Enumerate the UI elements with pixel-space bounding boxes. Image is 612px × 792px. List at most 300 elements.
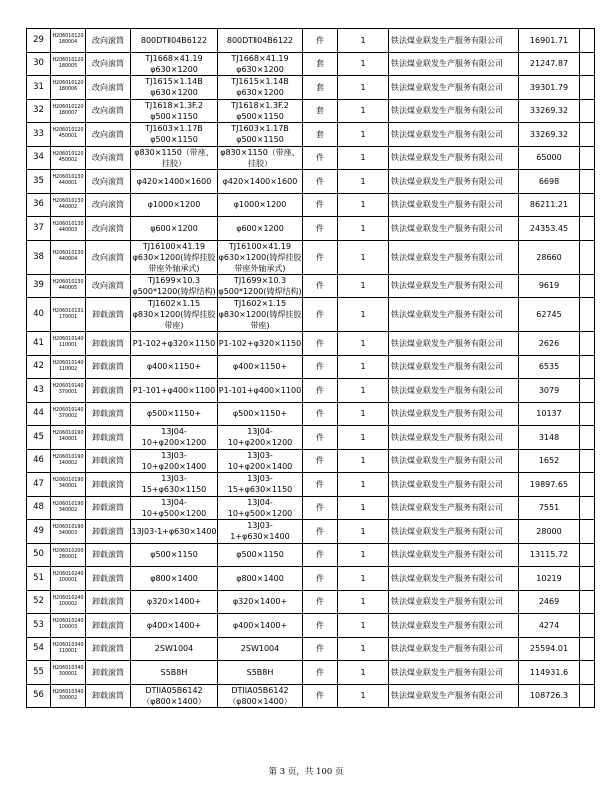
item-name: 改向滚筒 xyxy=(86,170,131,194)
item-name: 改向滚筒 xyxy=(86,217,131,241)
item-quantity: 1 xyxy=(338,355,389,379)
item-model: 2SW1004 xyxy=(218,637,303,661)
item-unit: 件 xyxy=(303,379,338,403)
item-unit: 件 xyxy=(303,496,338,520)
item-model: 13J04-10+φ200×1200 xyxy=(218,426,303,450)
table-row xyxy=(27,520,595,544)
table-row xyxy=(27,298,595,332)
table-row xyxy=(27,146,595,170)
item-model: TJ1668×41.19 φ630×1200 xyxy=(218,52,303,76)
row-number: 40 xyxy=(27,298,51,332)
material-code: H206010240100002 xyxy=(51,590,86,614)
item-unit: 件 xyxy=(303,332,338,356)
row-number: 34 xyxy=(27,146,51,170)
supplier-name: 铁法煤业联发生产服务有限公司 xyxy=(389,567,519,591)
item-amount: 86211.21 xyxy=(519,193,580,217)
item-amount: 108726.3 xyxy=(519,684,580,708)
item-amount: 7551 xyxy=(519,496,580,520)
material-code: H206010190340003 xyxy=(51,520,86,544)
supplier-name: 铁法煤业联发生产服务有限公司 xyxy=(389,379,519,403)
material-code: H206010120180007 xyxy=(51,99,86,123)
item-amount: 13115.72 xyxy=(519,543,580,567)
item-model: 13J03-1+φ630×1400 xyxy=(218,520,303,544)
item-name: 卸载滚筒 xyxy=(86,637,131,661)
item-quantity: 1 xyxy=(338,520,389,544)
item-spec: P1-101+φ400×1100 xyxy=(131,379,218,403)
material-code: H206010130440004 xyxy=(51,240,86,274)
empty-cell xyxy=(580,567,595,591)
item-spec: φ1000×1200 xyxy=(131,193,218,217)
item-quantity: 1 xyxy=(338,298,389,332)
item-unit: 件 xyxy=(303,170,338,194)
item-amount: 62745 xyxy=(519,298,580,332)
item-spec: DTIIA05B6142（φ800×1400） xyxy=(131,684,218,708)
item-name: 卸载滚筒 xyxy=(86,543,131,567)
item-unit: 件 xyxy=(303,567,338,591)
supplier-name: 铁法煤业联发生产服务有限公司 xyxy=(389,298,519,332)
row-number: 55 xyxy=(27,661,51,685)
empty-cell xyxy=(580,298,595,332)
supplier-name: 铁法煤业联发生产服务有限公司 xyxy=(389,473,519,497)
supplier-name: 铁法煤业联发生产服务有限公司 xyxy=(389,684,519,708)
item-spec: φ830×1150（带座、挂胶） xyxy=(131,146,218,170)
item-name: 改向滚筒 xyxy=(86,274,131,298)
item-amount: 3079 xyxy=(519,379,580,403)
item-spec: S5B8H xyxy=(131,661,218,685)
item-name: 卸载滚筒 xyxy=(86,614,131,638)
row-number: 31 xyxy=(27,76,51,100)
item-name: 改向滚筒 xyxy=(86,146,131,170)
item-quantity: 1 xyxy=(338,567,389,591)
item-name: 卸载滚筒 xyxy=(86,332,131,356)
item-name: 卸载滚筒 xyxy=(86,355,131,379)
item-unit: 件 xyxy=(303,449,338,473)
item-spec: 13J04-10+φ200×1200 xyxy=(131,426,218,450)
supplier-name: 铁法煤业联发生产服务有限公司 xyxy=(389,170,519,194)
empty-cell xyxy=(580,590,595,614)
empty-cell xyxy=(580,684,595,708)
item-unit: 套 xyxy=(303,123,338,147)
empty-cell xyxy=(580,402,595,426)
row-number: 43 xyxy=(27,379,51,403)
supplier-name: 铁法煤业联发生产服务有限公司 xyxy=(389,29,519,53)
item-quantity: 1 xyxy=(338,170,389,194)
empty-cell xyxy=(580,543,595,567)
row-number: 54 xyxy=(27,637,51,661)
empty-cell xyxy=(580,332,595,356)
supplier-name: 铁法煤业联发生产服务有限公司 xyxy=(389,52,519,76)
item-spec: TJ1603×1.17B φ500×1150 xyxy=(131,123,218,147)
table-row xyxy=(27,661,595,685)
item-quantity: 1 xyxy=(338,146,389,170)
row-number: 53 xyxy=(27,614,51,638)
item-model: φ400×1400+ xyxy=(218,614,303,638)
row-number: 44 xyxy=(27,402,51,426)
item-name: 卸载滚筒 xyxy=(86,496,131,520)
table-row xyxy=(27,496,595,520)
table-row xyxy=(27,193,595,217)
row-number: 56 xyxy=(27,684,51,708)
item-amount: 9619 xyxy=(519,274,580,298)
item-amount: 4274 xyxy=(519,614,580,638)
item-spec: φ320×1400+ xyxy=(131,590,218,614)
item-amount: 10137 xyxy=(519,402,580,426)
material-code: H206010190140002 xyxy=(51,449,86,473)
item-model: φ1000×1200 xyxy=(218,193,303,217)
item-model: φ420×1400×1600 xyxy=(218,170,303,194)
item-name: 卸载滚筒 xyxy=(86,298,131,332)
table-row xyxy=(27,473,595,497)
item-quantity: 1 xyxy=(338,543,389,567)
data-table xyxy=(26,28,595,708)
row-number: 33 xyxy=(27,123,51,147)
table-row xyxy=(27,614,595,638)
supplier-name: 铁法煤业联发生产服务有限公司 xyxy=(389,332,519,356)
item-spec: TJ1668×41.19 φ630×1200 xyxy=(131,52,218,76)
row-number: 30 xyxy=(27,52,51,76)
item-amount: 2626 xyxy=(519,332,580,356)
item-name: 卸载滚筒 xyxy=(86,661,131,685)
supplier-name: 铁法煤业联发生产服务有限公司 xyxy=(389,99,519,123)
item-amount: 16901.71 xyxy=(519,29,580,53)
supplier-name: 铁法煤业联发生产服务有限公司 xyxy=(389,146,519,170)
material-code: H206010190340002 xyxy=(51,496,86,520)
item-unit: 件 xyxy=(303,614,338,638)
item-spec: 13J03-15+φ630×1150 xyxy=(131,473,218,497)
item-name: 改向滚筒 xyxy=(86,29,131,53)
table-row xyxy=(27,240,595,274)
item-quantity: 1 xyxy=(338,379,389,403)
empty-cell xyxy=(580,99,595,123)
table-row xyxy=(27,99,595,123)
row-number: 51 xyxy=(27,567,51,591)
item-model: TJ16100×41.19 φ630×1200(铸焊挂胶带座外轴承式) xyxy=(218,241,302,273)
table-row xyxy=(27,402,595,426)
item-name: 改向滚筒 xyxy=(86,76,131,100)
supplier-name: 铁法煤业联发生产服务有限公司 xyxy=(389,76,519,100)
material-code: H206010140370002 xyxy=(51,402,86,426)
item-spec: φ400×1150+ xyxy=(131,355,218,379)
material-code: H206010140110002 xyxy=(51,355,86,379)
item-quantity: 1 xyxy=(338,496,389,520)
empty-cell xyxy=(580,240,595,274)
item-quantity: 1 xyxy=(338,426,389,450)
row-number: 29 xyxy=(27,29,51,53)
item-unit: 件 xyxy=(303,637,338,661)
item-name: 改向滚筒 xyxy=(86,99,131,123)
supplier-name: 铁法煤业联发生产服务有限公司 xyxy=(389,193,519,217)
item-spec: φ500×1150+ xyxy=(131,402,218,426)
material-code: H206010140370001 xyxy=(51,379,86,403)
item-model: φ800×1400 xyxy=(218,567,303,591)
table-row xyxy=(27,76,595,100)
empty-cell xyxy=(580,170,595,194)
item-spec: 13J04-10+φ500×1200 xyxy=(131,496,218,520)
item-quantity: 1 xyxy=(338,52,389,76)
material-code: H206010131170001 xyxy=(51,298,86,332)
item-amount: 33269.32 xyxy=(519,99,580,123)
material-code: H206010190140001 xyxy=(51,426,86,450)
item-spec: TJ16100×41.19 φ630×1200(铸焊挂胶带座外轴承式) xyxy=(131,240,218,274)
item-name: 卸载滚筒 xyxy=(86,684,131,708)
empty-cell xyxy=(580,123,595,147)
table-body xyxy=(27,29,595,708)
material-code: H206010120450002 xyxy=(51,146,86,170)
row-number: 37 xyxy=(27,217,51,241)
item-model: TJ1615×1.14B φ630×1200 xyxy=(218,76,303,100)
item-spec: φ800×1400 xyxy=(131,567,218,591)
material-code: H206010130440005 xyxy=(51,274,86,298)
item-unit: 套 xyxy=(303,99,338,123)
item-unit: 件 xyxy=(303,426,338,450)
material-code: H206010130440003 xyxy=(51,217,86,241)
empty-cell xyxy=(580,355,595,379)
item-spec: TJ1699×10.3 φ500*1200(铸焊结构) xyxy=(132,275,216,296)
material-code: H206010340300002 xyxy=(51,684,86,708)
material-code: H206010130440001 xyxy=(51,170,86,194)
supplier-name: 铁法煤业联发生产服务有限公司 xyxy=(389,614,519,638)
empty-cell xyxy=(580,614,595,638)
material-code: H206010120180005 xyxy=(51,52,86,76)
empty-cell xyxy=(580,146,595,170)
item-spec: φ420×1400×1600 xyxy=(131,170,218,194)
empty-cell xyxy=(580,274,595,298)
row-number: 45 xyxy=(27,426,51,450)
table-row xyxy=(27,637,595,661)
item-name: 卸载滚筒 xyxy=(86,402,131,426)
item-quantity: 1 xyxy=(338,449,389,473)
item-model: 13J04-10+φ500×1200 xyxy=(218,496,303,520)
item-unit: 件 xyxy=(303,402,338,426)
table-row xyxy=(27,684,595,708)
item-model: P1-101+φ400×1100 xyxy=(218,379,303,403)
item-amount: 33269.32 xyxy=(519,123,580,147)
item-unit: 件 xyxy=(303,590,338,614)
item-unit: 件 xyxy=(303,543,338,567)
item-unit: 件 xyxy=(303,274,338,298)
empty-cell xyxy=(580,637,595,661)
material-code: H206010240100003 xyxy=(51,614,86,638)
empty-cell xyxy=(580,520,595,544)
table-row xyxy=(27,449,595,473)
table-row xyxy=(27,217,595,241)
item-name: 卸载滚筒 xyxy=(86,473,131,497)
item-model: DTIIA05B6142（φ800×1400） xyxy=(218,684,303,708)
supplier-name: 铁法煤业联发生产服务有限公司 xyxy=(389,355,519,379)
table-row xyxy=(27,123,595,147)
item-model: φ600×1200 xyxy=(218,217,303,241)
table-row xyxy=(27,332,595,356)
row-number: 48 xyxy=(27,496,51,520)
item-spec: φ500×1150 xyxy=(131,543,218,567)
supplier-name: 铁法煤业联发生产服务有限公司 xyxy=(389,123,519,147)
table-row xyxy=(27,274,595,298)
item-model: 13J03-10+φ200×1400 xyxy=(218,449,303,473)
item-amount: 2469 xyxy=(519,590,580,614)
row-number: 36 xyxy=(27,193,51,217)
empty-cell xyxy=(580,661,595,685)
table-row xyxy=(27,355,595,379)
item-amount: 1652 xyxy=(519,449,580,473)
empty-cell xyxy=(580,29,595,53)
item-model: TJ1602×1.15 φ830×1200(铸焊挂胶带座) xyxy=(218,299,302,330)
item-quantity: 1 xyxy=(338,240,389,274)
material-code: H206010340110001 xyxy=(51,637,86,661)
supplier-name: 铁法煤业联发生产服务有限公司 xyxy=(389,449,519,473)
item-model: S5B8H xyxy=(218,661,303,685)
item-quantity: 1 xyxy=(338,99,389,123)
item-amount: 6698 xyxy=(519,170,580,194)
supplier-name: 铁法煤业联发生产服务有限公司 xyxy=(389,637,519,661)
row-number: 35 xyxy=(27,170,51,194)
supplier-name: 铁法煤业联发生产服务有限公司 xyxy=(389,543,519,567)
item-unit: 件 xyxy=(303,520,338,544)
material-code: H206010130440002 xyxy=(51,193,86,217)
item-quantity: 1 xyxy=(338,76,389,100)
empty-cell xyxy=(580,76,595,100)
material-code: H206010340300001 xyxy=(51,661,86,685)
item-model: 800DTⅡ04B6122 xyxy=(218,29,303,53)
item-amount: 39301.79 xyxy=(519,76,580,100)
item-spec: TJ1602×1.15 φ830×1200(铸焊挂胶带座) xyxy=(131,298,218,332)
table-row xyxy=(27,379,595,403)
material-code: H206010120180004 xyxy=(51,29,86,53)
empty-cell xyxy=(580,217,595,241)
item-quantity: 1 xyxy=(338,637,389,661)
item-name: 卸载滚筒 xyxy=(86,379,131,403)
item-spec: TJ1618×1.3F.2 φ500×1150 xyxy=(131,99,218,123)
item-amount: 65000 xyxy=(519,146,580,170)
item-quantity: 1 xyxy=(338,473,389,497)
material-code: H206010240100001 xyxy=(51,567,86,591)
item-spec: 800DTⅡ04B6122 xyxy=(131,29,218,53)
item-name: 改向滚筒 xyxy=(86,193,131,217)
supplier-name: 铁法煤业联发生产服务有限公司 xyxy=(389,661,519,685)
item-name: 改向滚筒 xyxy=(86,52,131,76)
item-unit: 件 xyxy=(303,684,338,708)
supplier-name: 铁法煤业联发生产服务有限公司 xyxy=(389,402,519,426)
item-model: φ500×1150 xyxy=(218,543,303,567)
table-row xyxy=(27,590,595,614)
item-unit: 件 xyxy=(303,298,338,332)
item-amount: 10219 xyxy=(519,567,580,591)
row-number: 38 xyxy=(27,240,51,274)
item-model: φ830×1150（带座、挂胶） xyxy=(218,146,303,170)
item-unit: 件 xyxy=(303,240,338,274)
table-row xyxy=(27,426,595,450)
supplier-name: 铁法煤业联发生产服务有限公司 xyxy=(389,217,519,241)
empty-cell xyxy=(580,193,595,217)
row-number: 39 xyxy=(27,274,51,298)
item-spec: 13J03-1+φ630×1400 xyxy=(131,520,218,544)
empty-cell xyxy=(580,496,595,520)
item-unit: 件 xyxy=(303,355,338,379)
item-spec: φ400×1400+ xyxy=(131,614,218,638)
item-model: TJ1618×1.3F.2 φ500×1150 xyxy=(218,99,303,123)
table-row xyxy=(27,29,595,53)
table-row xyxy=(27,567,595,591)
supplier-name: 铁法煤业联发生产服务有限公司 xyxy=(389,590,519,614)
row-number: 41 xyxy=(27,332,51,356)
item-spec: 13J03-10+φ200×1400 xyxy=(131,449,218,473)
item-spec: P1-102+φ320×1150 xyxy=(131,332,218,356)
item-unit: 套 xyxy=(303,52,338,76)
supplier-name: 铁法煤业联发生产服务有限公司 xyxy=(389,426,519,450)
supplier-name: 铁法煤业联发生产服务有限公司 xyxy=(389,274,519,298)
item-unit: 件 xyxy=(303,193,338,217)
item-amount: 6535 xyxy=(519,355,580,379)
item-spec: 2SW1004 xyxy=(131,637,218,661)
item-name: 改向滚筒 xyxy=(86,123,131,147)
item-model: 13J03-15+φ630×1150 xyxy=(218,473,303,497)
item-quantity: 1 xyxy=(338,29,389,53)
item-spec: φ600×1200 xyxy=(131,217,218,241)
row-number: 46 xyxy=(27,449,51,473)
item-quantity: 1 xyxy=(338,590,389,614)
row-number: 47 xyxy=(27,473,51,497)
item-quantity: 1 xyxy=(338,123,389,147)
item-unit: 件 xyxy=(303,473,338,497)
item-quantity: 1 xyxy=(338,402,389,426)
item-model: TJ1603×1.17B φ500×1150 xyxy=(218,123,303,147)
supplier-name: 铁法煤业联发生产服务有限公司 xyxy=(389,520,519,544)
item-model: φ500×1150+ xyxy=(218,402,303,426)
material-code: H206010120450001 xyxy=(51,123,86,147)
item-amount: 28000 xyxy=(519,520,580,544)
row-number: 32 xyxy=(27,99,51,123)
item-amount: 21247.87 xyxy=(519,52,580,76)
item-amount: 24353.45 xyxy=(519,217,580,241)
item-model: φ400×1150+ xyxy=(218,355,303,379)
item-quantity: 1 xyxy=(338,274,389,298)
item-model: φ320×1400+ xyxy=(218,590,303,614)
material-code: H206010200280001 xyxy=(51,543,86,567)
item-name: 卸载滚筒 xyxy=(86,449,131,473)
item-model: P1-102+φ320×1150 xyxy=(218,332,303,356)
item-spec: TJ1615×1.14B φ630×1200 xyxy=(131,76,218,100)
supplier-name: 铁法煤业联发生产服务有限公司 xyxy=(389,496,519,520)
item-unit: 件 xyxy=(303,146,338,170)
item-name: 卸载滚筒 xyxy=(86,520,131,544)
item-amount: 19897.65 xyxy=(519,473,580,497)
empty-cell xyxy=(580,426,595,450)
table-row xyxy=(27,170,595,194)
empty-cell xyxy=(580,52,595,76)
supplier-name: 铁法煤业联发生产服务有限公司 xyxy=(389,240,519,274)
item-quantity: 1 xyxy=(338,684,389,708)
material-code: H206010140110001 xyxy=(51,332,86,356)
row-number: 49 xyxy=(27,520,51,544)
item-quantity: 1 xyxy=(338,193,389,217)
item-name: 卸载滚筒 xyxy=(86,426,131,450)
item-quantity: 1 xyxy=(338,332,389,356)
row-number: 42 xyxy=(27,355,51,379)
item-amount: 114931.6 xyxy=(519,661,580,685)
item-quantity: 1 xyxy=(338,661,389,685)
item-quantity: 1 xyxy=(338,217,389,241)
table-row xyxy=(27,52,595,76)
empty-cell xyxy=(580,473,595,497)
item-name: 卸载滚筒 xyxy=(86,590,131,614)
item-unit: 套 xyxy=(303,76,338,100)
empty-cell xyxy=(580,379,595,403)
row-number: 50 xyxy=(27,543,51,567)
table-row xyxy=(27,543,595,567)
item-unit: 件 xyxy=(303,29,338,53)
item-name: 改向滚筒 xyxy=(86,240,131,274)
item-model: TJ1699×10.3 φ500*1200(铸焊结构) xyxy=(218,275,302,296)
row-number: 52 xyxy=(27,590,51,614)
